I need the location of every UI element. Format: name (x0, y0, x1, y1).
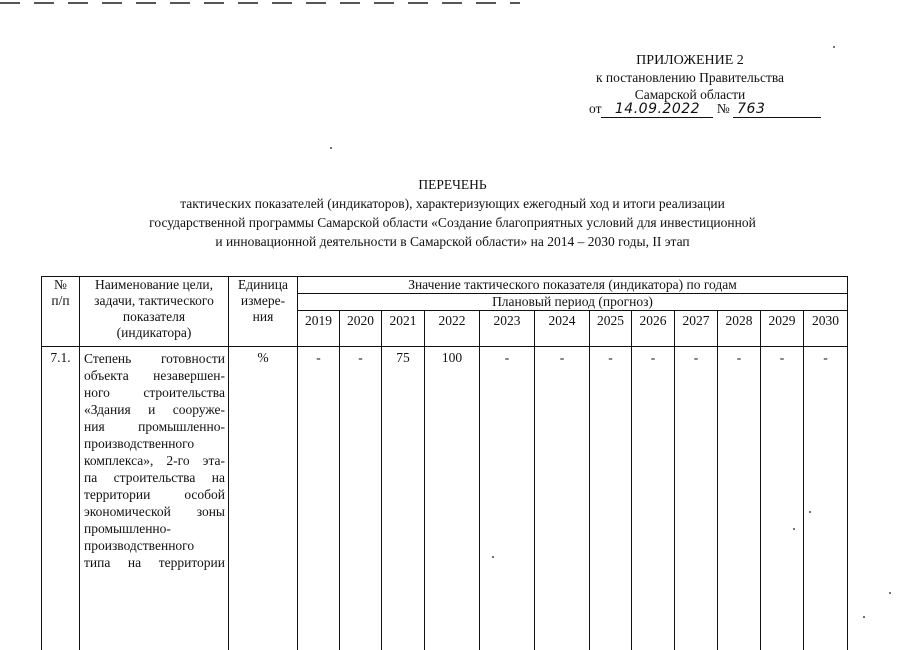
title-line-3: и инновационной деятельности в Самарской области» на 2014 – 2030 годы, II этап (0, 232, 905, 251)
col-name-line-1: Наименование цели, (82, 277, 226, 293)
year-2019: 2019 (298, 311, 340, 347)
table-row (42, 347, 848, 650)
name-line: производственного (84, 435, 225, 452)
name-line: ного строительства (84, 384, 225, 401)
name-line: па строительства на (84, 469, 225, 486)
value-2023: - (480, 347, 535, 650)
scan-speck (833, 46, 835, 48)
appendix-title: ПРИЛОЖЕНИЕ 2 (570, 52, 810, 69)
number-sign: № (717, 101, 730, 116)
col-number-header (42, 277, 80, 347)
period-header: Плановый период (прогноз) (298, 294, 848, 311)
name-line: территории особой (84, 486, 225, 503)
col-name-line-2: задачи, тактического (82, 293, 226, 309)
name-line: типа на территории (84, 554, 225, 571)
value-2029: - (761, 347, 804, 650)
year-2030: 2030 (804, 311, 848, 347)
appendix-line-3: Самарской области (570, 86, 810, 103)
scan-speck (863, 616, 865, 618)
col-number-line-2: п/п (44, 293, 77, 309)
appendix-block (570, 52, 810, 103)
value-2028: - (718, 347, 761, 650)
year-2020: 2020 (340, 311, 382, 347)
title-main: ПЕРЕЧЕНЬ (0, 175, 905, 194)
row-number: 7.1. (42, 347, 80, 650)
scan-speck (330, 147, 332, 149)
value-2025: - (590, 347, 632, 650)
value-2020: - (340, 347, 382, 650)
row-indicator-name (80, 347, 229, 650)
col-name-header (80, 277, 229, 347)
scan-speck (809, 511, 811, 513)
document-title (0, 175, 905, 251)
scan-speck (492, 556, 494, 558)
year-2023: 2023 (480, 311, 535, 347)
handwritten-date: 14.09.2022 (601, 101, 713, 118)
indicators-table (41, 276, 848, 650)
appendix-line-2: к постановлению Правительства (570, 69, 810, 86)
value-2021: 75 (382, 347, 425, 650)
year-2025: 2025 (590, 311, 632, 347)
name-line: промышленно- (84, 520, 225, 537)
name-line: производственного (84, 537, 225, 554)
value-2030: - (804, 347, 848, 650)
col-name-line-3: показателя (82, 309, 226, 325)
year-2024: 2024 (535, 311, 590, 347)
name-line: объекта незавершен- (84, 367, 225, 384)
value-2027: - (675, 347, 718, 650)
name-line: ния промышленно- (84, 418, 225, 435)
row-unit: % (229, 347, 298, 650)
values-header: Значение тактического показателя (индикатора) по годам (298, 277, 848, 294)
col-name-line-4: (индикатора) (82, 325, 226, 341)
header-row-1 (42, 277, 848, 294)
col-number-line-1: № (44, 277, 77, 293)
value-2022: 100 (425, 347, 480, 650)
col-unit-header (229, 277, 298, 347)
name-line: комплекса», 2-го эта- (84, 452, 225, 469)
value-2026: - (632, 347, 675, 650)
name-line: «Здания и сооруже- (84, 401, 225, 418)
name-line: экономической зоны (84, 503, 225, 520)
col-unit-line-2: измере- (231, 293, 295, 309)
scan-speck (793, 528, 795, 530)
col-unit-line-3: ния (231, 309, 295, 325)
value-2024: - (535, 347, 590, 650)
year-2021: 2021 (382, 311, 425, 347)
handwritten-number: 763 (733, 101, 821, 118)
top-dashed-rule (0, 0, 520, 6)
name-line: Степень готовности (84, 350, 225, 367)
year-2026: 2026 (632, 311, 675, 347)
title-line-2: государственной программы Самарской области «Создание благоприятных условий для инвестиционной (0, 213, 905, 232)
value-2019: - (298, 347, 340, 650)
year-2022: 2022 (425, 311, 480, 347)
scan-speck (889, 592, 891, 594)
year-2029: 2029 (761, 311, 804, 347)
year-2027: 2027 (675, 311, 718, 347)
year-2028: 2028 (718, 311, 761, 347)
approval-line (589, 99, 829, 119)
date-prefix: от (589, 101, 601, 116)
title-line-1: тактических показателей (индикаторов), характеризующих ежегодный ход и итоги реализации (0, 194, 905, 213)
col-unit-line-1: Единица (231, 277, 295, 293)
